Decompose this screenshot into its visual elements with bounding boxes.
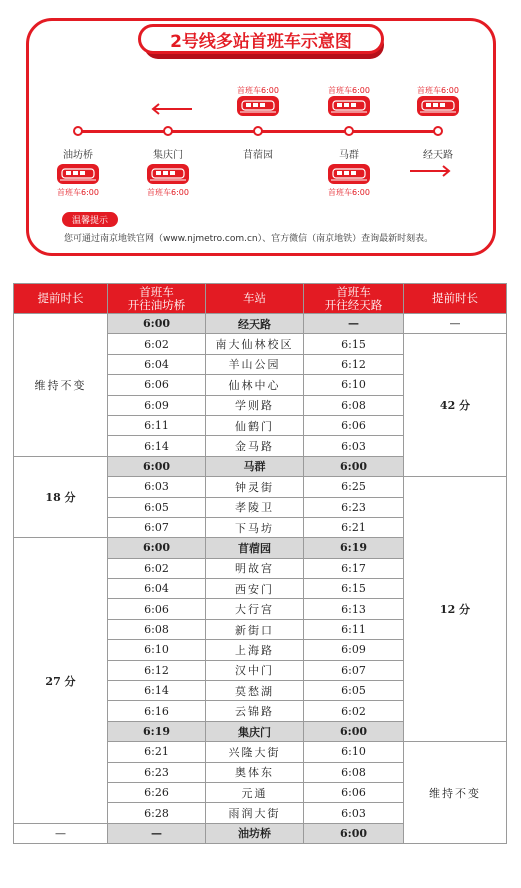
station-name: 仙鹤门 [206,415,304,435]
direction-left-arrow-icon [150,103,194,115]
time-to-jingtianlu: 6:08 [304,395,404,415]
station-name: 新街口 [206,619,304,639]
station-label: 集庆门 [153,150,183,161]
time-to-jingtianlu: 6:05 [304,681,404,701]
time-to-jingtianlu: 6:11 [304,619,404,639]
station-name: 兴隆大街 [206,742,304,762]
time-to-jingtianlu: 6:15 [304,579,404,599]
station-label: 经天路 [423,150,453,161]
station-node-4 [433,126,443,136]
station-name: 雨润大街 [206,803,304,823]
station-name: 汉中门 [206,660,304,680]
station-name: 莫愁湖 [206,681,304,701]
station-name: 经天路 [206,314,304,334]
station-name: 油坊桥 [206,823,304,843]
time-to-jingtianlu: 6:23 [304,497,404,517]
time-to-youfangqiao: — [108,823,206,843]
table-row [14,314,507,334]
train-time-label: 首班车6:00 [147,188,189,197]
train-time-label: 首班车6:00 [328,86,370,95]
advance-time-left: — [14,823,108,843]
time-to-jingtianlu: 6:02 [304,701,404,721]
time-to-youfangqiao: 6:03 [108,477,206,497]
time-to-youfangqiao: 6:04 [108,354,206,374]
train-icon [417,96,459,116]
time-to-youfangqiao: 6:26 [108,782,206,802]
train-icon [237,96,279,116]
station-name: 金马路 [206,436,304,456]
station-name: 苜蓿园 [206,538,304,558]
station-name: 马群 [206,456,304,476]
station-name: 南大仙林校区 [206,334,304,354]
time-to-youfangqiao: 6:19 [108,721,206,741]
time-to-youfangqiao: 6:14 [108,436,206,456]
time-to-youfangqiao: 6:02 [108,558,206,578]
time-to-youfangqiao: 6:07 [108,517,206,537]
time-to-youfangqiao: 6:16 [108,701,206,721]
time-to-youfangqiao: 6:00 [108,538,206,558]
time-to-jingtianlu: 6:10 [304,742,404,762]
time-to-jingtianlu: 6:19 [304,538,404,558]
advance-time-left: 27 分 [14,538,108,823]
time-to-youfangqiao: 6:05 [108,497,206,517]
time-to-youfangqiao: 6:23 [108,762,206,782]
station-name: 西安门 [206,579,304,599]
time-to-jingtianlu: 6:17 [304,558,404,578]
station-node-0 [73,126,83,136]
station-label: 苜蓿园 [243,150,273,161]
time-to-jingtianlu: 6:12 [304,354,404,374]
timetable-note: 您可通过南京地铁官网（www.njmetro.com.cn）、官方微信（南京地铁）查询最新时刻表。 [64,234,434,244]
table-header-row [14,284,507,314]
station-name: 集庆门 [206,721,304,741]
time-to-youfangqiao: 6:00 [108,456,206,476]
train-icon [147,164,189,184]
header-advance-left: 提前时长 [14,284,108,314]
train-time-label: 首班车6:00 [417,86,459,95]
station-label: 马群 [339,150,359,161]
time-to-jingtianlu: 6:03 [304,803,404,823]
station-name: 学则路 [206,395,304,415]
time-to-jingtianlu: 6:07 [304,660,404,680]
header-to-youfangqiao: 首班车 开往油坊桥 [108,284,206,314]
station-name: 上海路 [206,640,304,660]
time-to-youfangqiao: 6:00 [108,314,206,334]
time-to-youfangqiao: 6:04 [108,579,206,599]
train-time-label: 首班车6:00 [328,188,370,197]
station-name: 元通 [206,782,304,802]
time-to-youfangqiao: 6:09 [108,395,206,415]
time-to-jingtianlu: 6:00 [304,456,404,476]
train-icon [57,164,99,184]
station-name: 孝陵卫 [206,497,304,517]
station-node-2 [253,126,263,136]
time-to-youfangqiao: 6:11 [108,415,206,435]
station-node-1 [163,126,173,136]
header-advance-right: 提前时长 [404,284,507,314]
time-to-youfangqiao: 6:28 [108,803,206,823]
time-to-youfangqiao: 6:06 [108,599,206,619]
advance-time-right: 维持不变 [404,742,507,844]
station-name: 奥体东 [206,762,304,782]
station-name: 明故宫 [206,558,304,578]
time-to-youfangqiao: 6:06 [108,375,206,395]
station-name: 羊山公园 [206,354,304,374]
time-to-jingtianlu: 6:08 [304,762,404,782]
time-to-youfangqiao: 6:02 [108,334,206,354]
time-to-youfangqiao: 6:12 [108,660,206,680]
header-station: 车站 [206,284,304,314]
train-icon [328,164,370,184]
station-name: 大行宫 [206,599,304,619]
hint-badge: 温馨提示 [62,212,118,227]
first-train-timetable [13,283,507,844]
time-to-jingtianlu: 6:06 [304,782,404,802]
diagram-title: 2号线多站首班车示意图 [138,24,384,54]
time-to-youfangqiao: 6:08 [108,619,206,639]
time-to-jingtianlu: 6:06 [304,415,404,435]
advance-time-left: 维持不变 [14,314,108,457]
time-to-jingtianlu: 6:10 [304,375,404,395]
time-to-jingtianlu: 6:09 [304,640,404,660]
advance-time-right: 12 分 [404,477,507,742]
station-name: 钟灵街 [206,477,304,497]
advance-time-right: 42 分 [404,334,507,477]
station-label: 油坊桥 [63,150,93,161]
time-to-jingtianlu: 6:15 [304,334,404,354]
advance-time-left: 18 分 [14,456,108,538]
station-name: 下马坊 [206,517,304,537]
direction-right-arrow-icon [408,165,452,177]
train-time-label: 首班车6:00 [57,188,99,197]
train-icon [328,96,370,116]
station-name: 云锦路 [206,701,304,721]
header-to-jingtianlu: 首班车 开往经天路 [304,284,404,314]
time-to-youfangqiao: 6:14 [108,681,206,701]
station-node-3 [344,126,354,136]
time-to-jingtianlu: 6:03 [304,436,404,456]
station-name: 仙林中心 [206,375,304,395]
train-time-label: 首班车6:00 [237,86,279,95]
time-to-jingtianlu: 6:00 [304,721,404,741]
time-to-jingtianlu: 6:25 [304,477,404,497]
time-to-jingtianlu: 6:00 [304,823,404,843]
advance-time-right: — [404,314,507,334]
time-to-jingtianlu: 6:13 [304,599,404,619]
time-to-youfangqiao: 6:21 [108,742,206,762]
time-to-youfangqiao: 6:10 [108,640,206,660]
time-to-jingtianlu: — [304,314,404,334]
time-to-jingtianlu: 6:21 [304,517,404,537]
